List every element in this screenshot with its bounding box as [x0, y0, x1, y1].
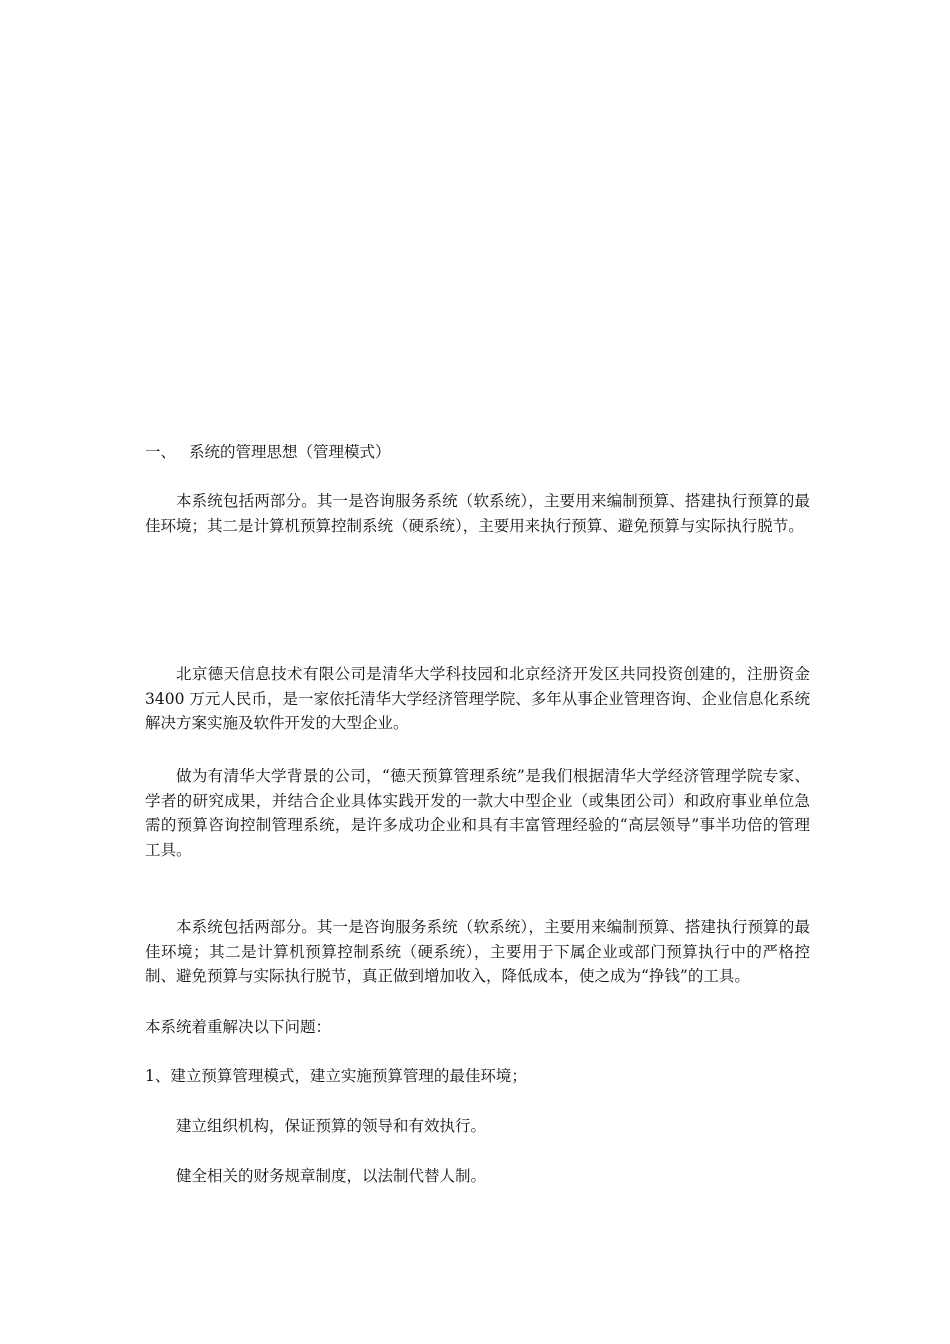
paragraph-product-background: 做为有清华大学背景的公司，“德天预算管理系统”是我们根据清华大学经济管理学院专家、学者的研究成果，并结合企业具体实践开发的一款大中型企业（或集团公司）和政府事业单位急需的预算咨询控制管理系统，是许多成功企业和具有丰富管理经验的“高层领导”事半功倍的管理工具。: [145, 767, 810, 859]
paragraph-system-parts: 本系统包括两部分。其一是咨询服务系统（软系统），主要用来编制预算、搭建执行预算的最佳环境；其二是计算机预算控制系统（硬系统），主要用于下属企业或部门预算执行中的严格控制、避免预算与实际执行脱节，真正做到增加收入，降低成本，使之成为“挣钱”的工具。: [145, 918, 810, 985]
sub-item-organization: 建立组织机构，保证预算的领导和有效执行。: [176, 1117, 487, 1135]
section-heading: [145, 440, 815, 464]
list-item-1: 1、建立预算管理模式，建立实施预算管理的最佳环境；: [145, 1067, 527, 1085]
paragraph-company-intro: 北京德天信息技术有限公司是清华大学科技园和北京经济开发区共同投资创建的，注册资金 3400 万元人民币，是一家依托清华大学经济管理学院、多年从事企业管理咨询、企业信息化系统解决方案实施及软件开发的大型企业。: [145, 665, 810, 732]
section-title: 系统的管理思想（管理模式）: [189, 443, 391, 461]
paragraph-system-overview: 本系统包括两部分。其一是咨询服务系统（软系统），主要用来编制预算、搭建执行预算的最佳环境；其二是计算机预算控制系统（硬系统），主要用来执行预算、避免预算与实际执行脱节。: [145, 492, 810, 535]
section-number: 一、: [145, 443, 177, 461]
issues-intro: 本系统着重解决以下问题：: [145, 1018, 332, 1036]
sub-item-regulations: 健全相关的财务规章制度，以法制代替人制。: [176, 1167, 487, 1185]
